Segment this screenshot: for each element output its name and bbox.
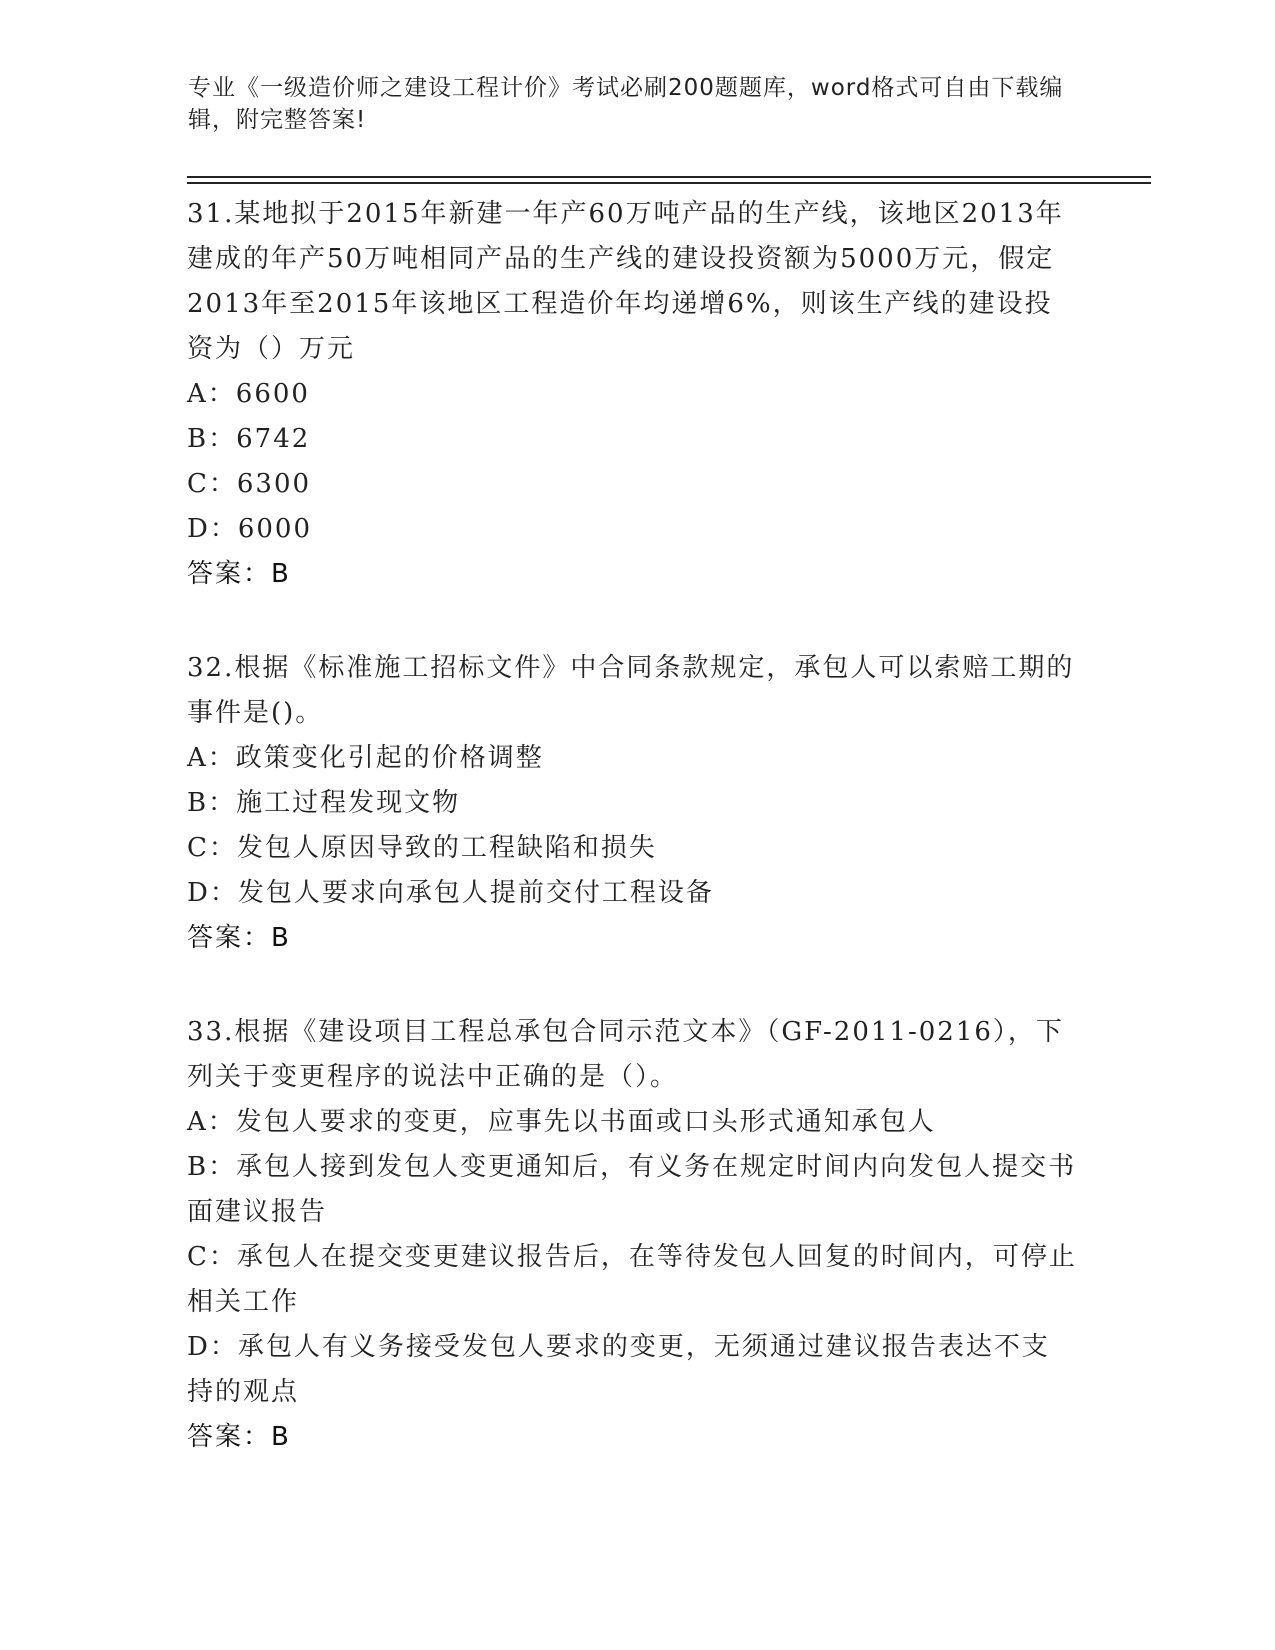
question-32 — [187, 646, 1077, 961]
option-b: B：承包人接到发包人变更通知后，有义务在规定时间内向发包人提交书面建议报告 — [187, 1152, 1077, 1227]
answer-line: 答案：B — [187, 1422, 291, 1452]
question-stem: 33.根据《建设项目工程总承包合同示范文本》（GF-2011-0216），下列关于变更程序的说法中正确的是（）。 — [187, 1017, 1064, 1092]
header-rule-bottom — [187, 182, 1151, 184]
option-c: C：发包人原因导致的工程缺陷和损失 — [187, 833, 657, 863]
option-b: B：6742 — [187, 424, 311, 454]
question-33 — [187, 1010, 1077, 1460]
answer-line: 答案：B — [187, 559, 291, 589]
document-header: 专业《一级造价师之建设工程计价》考试必刷200题题库，word格式可自由下载编辑，附完整答案! — [188, 75, 1064, 133]
question-stem: 32.根据《标准施工招标文件》中合同条款规定，承包人可以索赔工期的事件是()。 — [187, 653, 1075, 728]
option-c: C：承包人在提交变更建议报告后，在等待发包人回复的时间内，可停止相关工作 — [187, 1242, 1077, 1317]
option-d: D：发包人要求向承包人提前交付工程设备 — [187, 878, 714, 908]
option-a: A：6600 — [187, 379, 310, 409]
option-a: A：政策变化引起的价格调整 — [187, 743, 544, 773]
header-rule-top — [187, 176, 1151, 178]
option-b: B：施工过程发现文物 — [187, 788, 461, 818]
option-d: D：6000 — [187, 514, 313, 544]
question-list — [187, 188, 1077, 1460]
option-d: D：承包人有义务接受发包人要求的变更，无须通过建议报告表达不支持的观点 — [187, 1332, 1050, 1407]
option-c: C：6300 — [187, 469, 312, 499]
question-spacer — [187, 961, 1077, 1006]
question-spacer — [187, 597, 1077, 642]
question-31 — [187, 192, 1077, 597]
question-stem: 31.某地拟于2015年新建一年产60万吨产品的生产线，该地区2013年建成的年产50万吨相同产品的生产线的建设投资额为5000万元，假定2013年至2015年该地区工程造价年均递增6%，则该生产线的建设投资为（）万元 — [187, 199, 1064, 364]
option-a: A：发包人要求的变更，应事先以书面或口头形式通知承包人 — [187, 1107, 936, 1137]
answer-line: 答案：B — [187, 923, 291, 953]
